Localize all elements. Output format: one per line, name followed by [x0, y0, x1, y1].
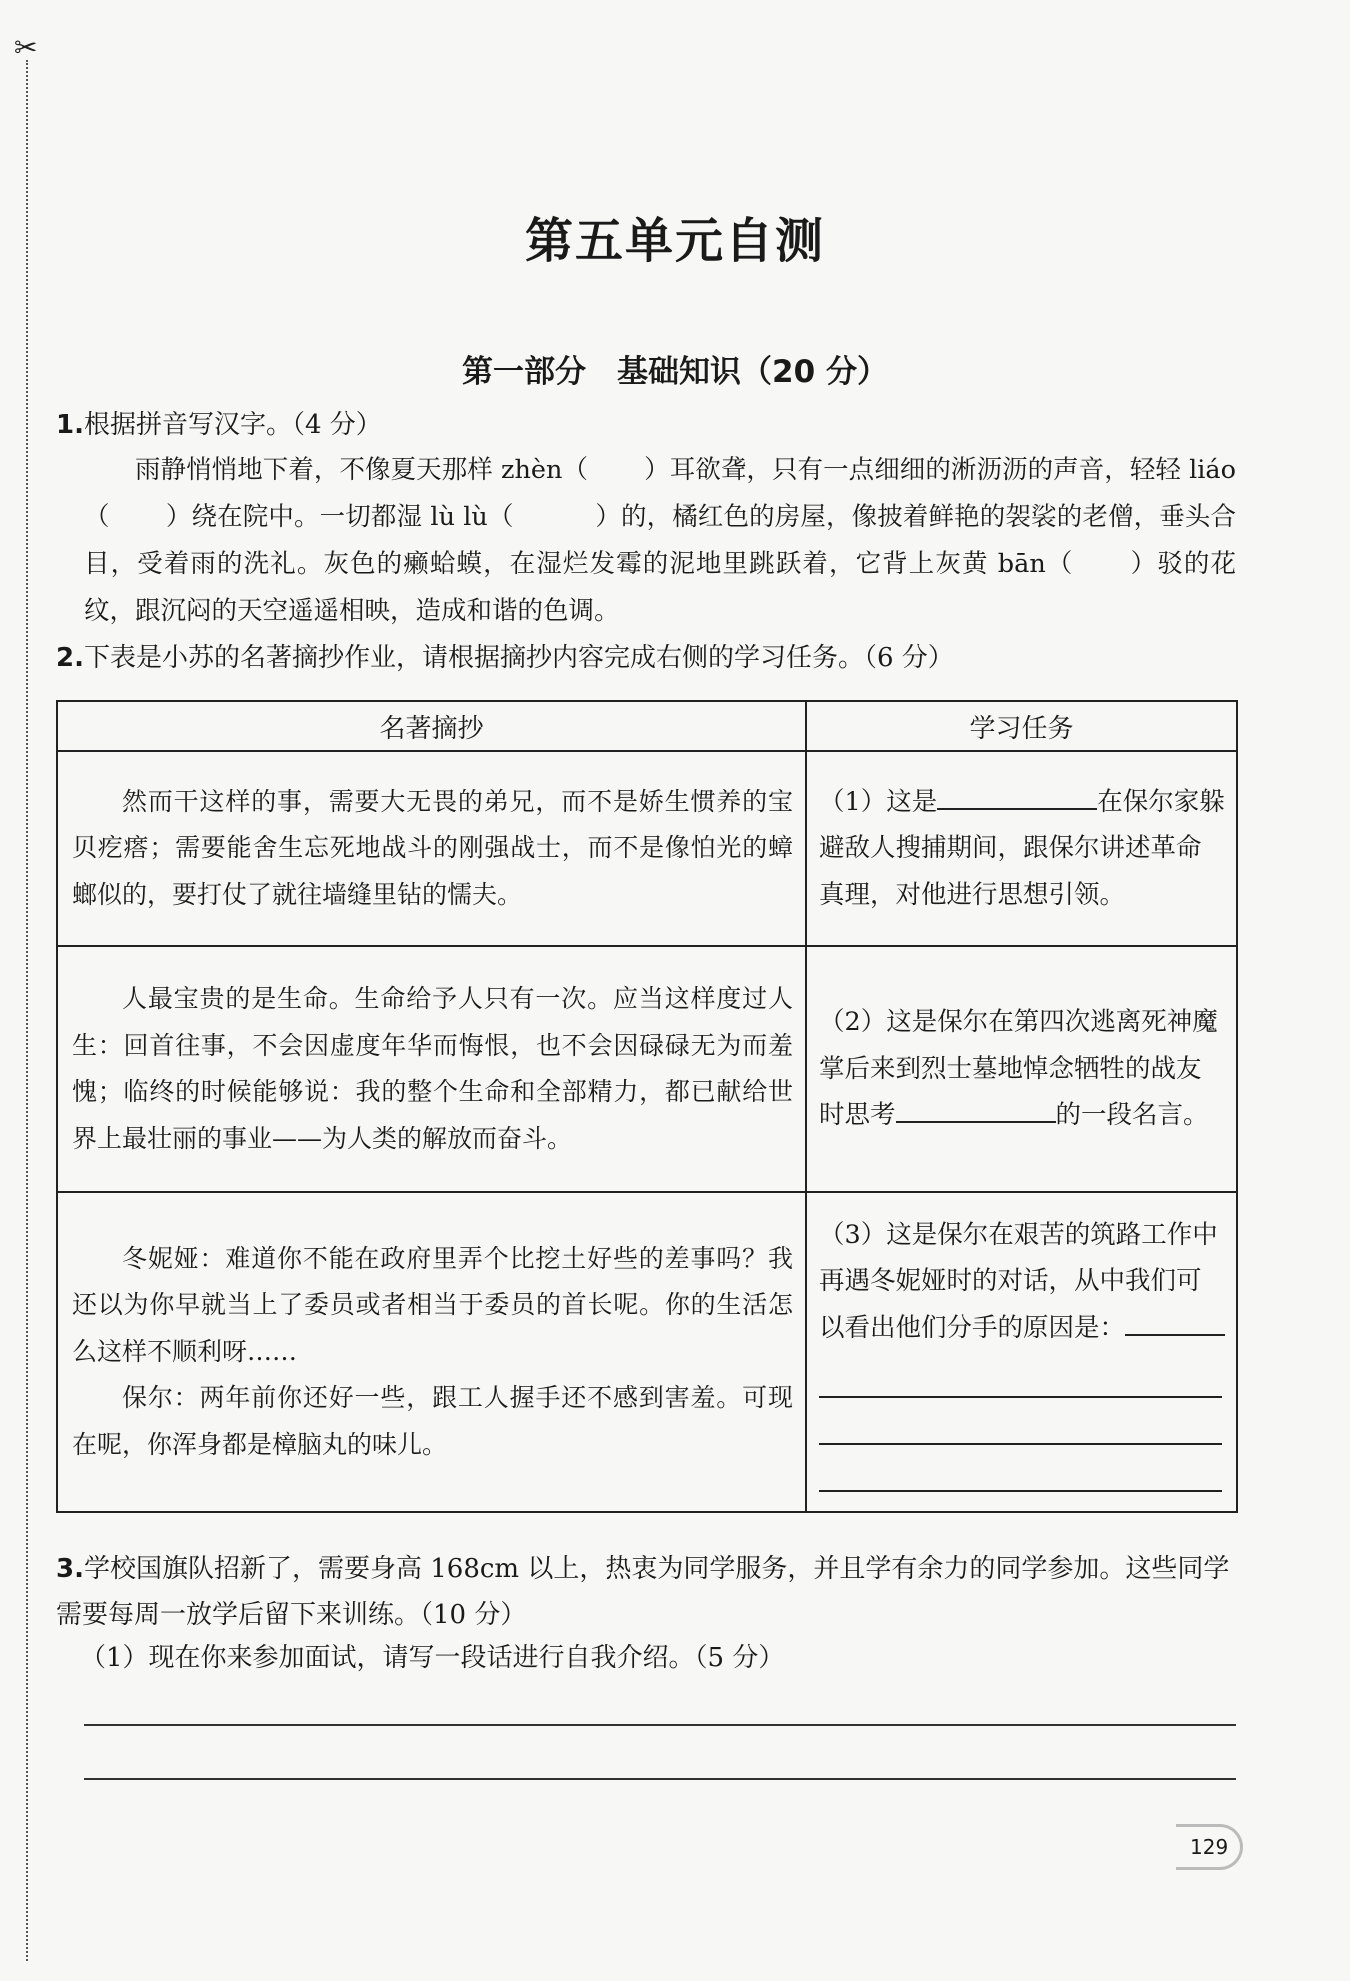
task-text: （3）这是保尔在艰苦的筑路工作中再遇冬妮娅时的对话，从中我们可以看出他们分手的原因是：	[819, 1219, 1218, 1343]
passage-seg-2: ）耳欲聋，只有一点细细的淅沥沥的声音，轻轻 liáo（	[84, 455, 1236, 532]
question-1-passage	[84, 447, 1236, 635]
table-row	[57, 946, 1237, 1192]
answer-line[interactable]	[819, 1398, 1222, 1445]
excerpt-text: 人最宝贵的是生命。生命给予人只有一次。应当这样度过人生：回首往事，不会因虚度年华而悔恨，也不会因碌碌无为而羞愧；临终的时候能够说：我的整个生命和全部精力，都已献给世界上最壮丽的事业——为人类的解放而奋斗。	[72, 984, 793, 1153]
task-cell	[806, 751, 1237, 946]
table-row	[57, 1192, 1237, 1512]
passage-seg-5: ）驳的花纹，跟沉闷的天空遥遥相映，造成和谐的色调。	[84, 549, 1236, 626]
table-row	[57, 751, 1237, 946]
part-heading: 第一部分 基础知识（20 分）	[462, 354, 888, 390]
answer-lines	[84, 1672, 1236, 1780]
scissors-icon: ✂	[14, 31, 38, 64]
question-3	[56, 1546, 1240, 1638]
question-3-number: 3.	[56, 1554, 84, 1584]
passage-seg-1: 雨静悄悄地下着，不像夏天那样 zhèn（	[135, 455, 589, 485]
question-2-prompt: 下表是小苏的名著摘抄作业，请根据摘抄内容完成右侧的学习任务。（6 分）	[83, 643, 954, 673]
page-title: 第五单元自测	[524, 213, 825, 269]
question-2	[56, 640, 1236, 676]
answer-line[interactable]	[84, 1726, 1236, 1780]
answer-blank[interactable]	[896, 1095, 1056, 1123]
excerpt-table	[56, 700, 1238, 1513]
task-text: （2）这是保尔在第四次逃离死神魔掌后来到烈士墓地悼念牺牲的战友时思考	[819, 1007, 1218, 1131]
page-number: 129	[1176, 1824, 1243, 1870]
question-1	[56, 407, 1236, 443]
answer-line[interactable]	[819, 1351, 1222, 1398]
excerpt-cell	[57, 1192, 806, 1512]
task-cell	[806, 946, 1237, 1192]
task-text: 在保尔家躲避敌人搜捕期间，跟保尔讲述革命真理，对他进行思想引领。	[819, 786, 1225, 910]
answer-blank[interactable]	[1125, 1308, 1225, 1336]
table-header-excerpt: 名著摘抄	[57, 701, 806, 751]
passage-seg-3: ）绕在院中。一切都湿 lù lù（	[165, 502, 514, 532]
task-cell	[806, 1192, 1237, 1512]
answer-blank[interactable]	[937, 782, 1097, 810]
table-header-task: 学习任务	[806, 701, 1237, 751]
question-1-number: 1.	[56, 410, 84, 440]
excerpt-text: 保尔：两年前你还好一些，跟工人握手还不感到害羞。可现在呢，你浑身都是樟脑丸的味儿。	[72, 1383, 793, 1459]
question-1-prompt: 根据拼音写汉字。（4 分）	[83, 410, 382, 440]
excerpt-cell	[57, 751, 806, 946]
question-3-prompt: 学校国旗队招新了，需要身高 168cm 以上，热衷为同学服务，并且学有余力的同学参加。这些同学需要每周一放学后留下来训练。（10 分）	[56, 1554, 1230, 1630]
excerpt-cell	[57, 946, 806, 1192]
passage-seg-4: ）的，橘红色的房屋，像披着鲜艳的袈裟的老僧，垂头合目，受着雨的洗礼。灰色的癞蛤蟆，在湿烂发霉的泥地里跳跃着，它背上灰黄 bān（	[84, 502, 1236, 579]
excerpt-text: 冬妮娅：难道你不能在政府里弄个比挖土好些的差事吗？我还以为你早就当上了委员或者相当于委员的首长呢。你的生活怎么这样不顺利呀……	[72, 1243, 793, 1366]
excerpt-text: 然而干这样的事，需要大无畏的弟兄，而不是娇生惯养的宝贝疙瘩；需要能舍生忘死地战斗的刚强战士，而不是像怕光的蟑螂似的，要打仗了就往墙缝里钻的懦夫。	[72, 786, 793, 909]
table-header-row	[57, 701, 1237, 751]
task-text: （1）这是	[819, 786, 938, 817]
answer-line[interactable]	[819, 1445, 1222, 1492]
question-2-number: 2.	[56, 643, 84, 673]
task-text: 的一段名言。	[1055, 1100, 1209, 1131]
answer-line[interactable]	[84, 1672, 1236, 1726]
question-3-sub-1: （1）现在你来参加面试，请写一段话进行自我介绍。（5 分）	[80, 1643, 785, 1673]
